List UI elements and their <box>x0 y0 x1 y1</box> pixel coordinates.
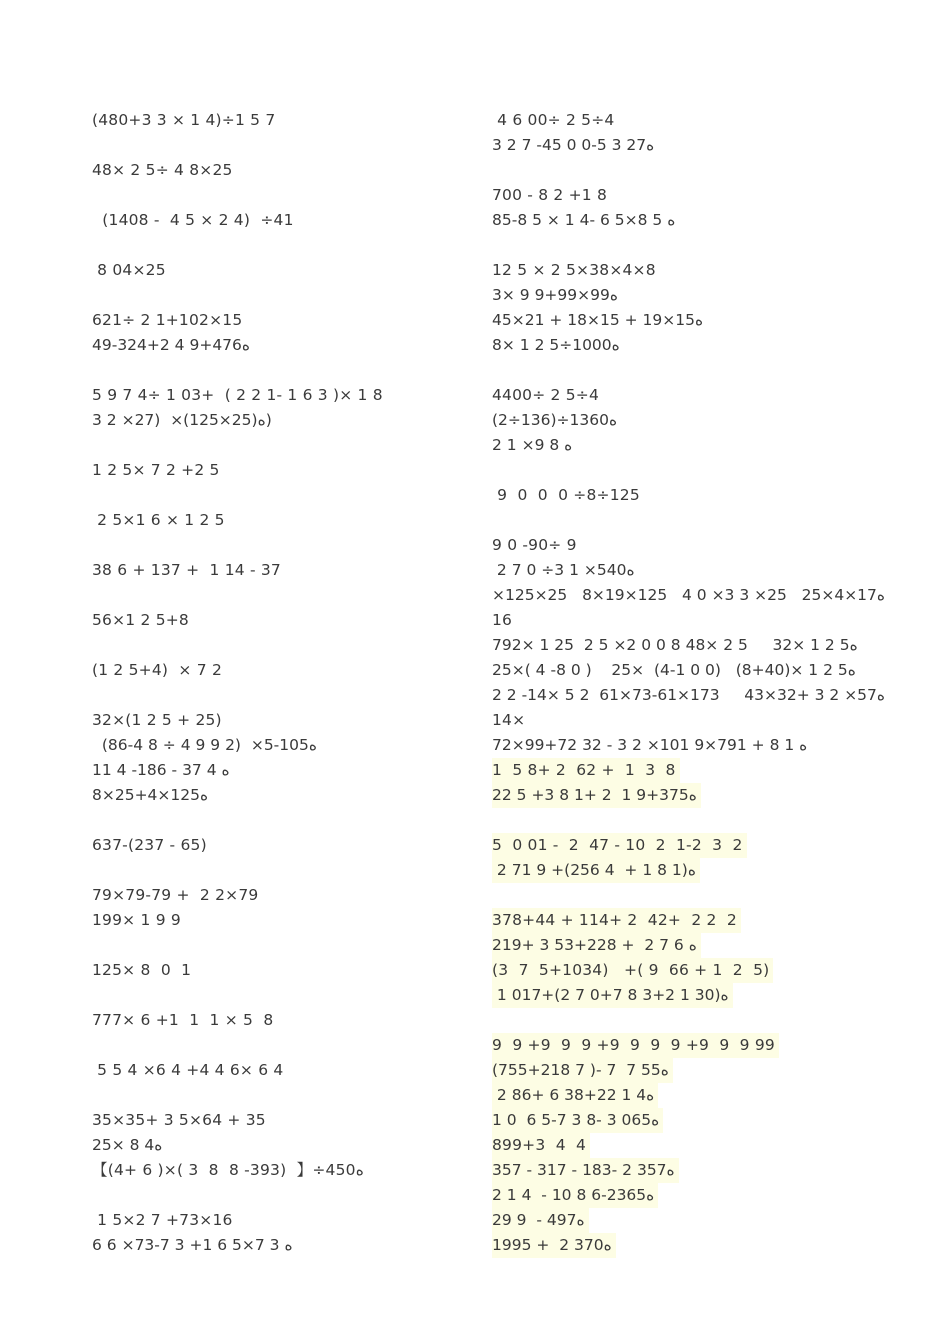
expression-text: 14× <box>492 711 526 729</box>
blank-line <box>92 133 472 158</box>
right-expression <box>492 958 912 983</box>
right-expression <box>492 833 912 858</box>
expression-text: 700 - 8 2 +1 8 <box>492 186 608 204</box>
expression-text: 2 1 ×9 8 ه <box>492 436 573 454</box>
right-expression <box>492 283 912 308</box>
expression-text: 1 5×2 7 +73×16 <box>92 1211 233 1229</box>
expression-text: (1408 - 4 5 × 2 4) ÷41 <box>92 211 294 229</box>
right-expression <box>492 858 912 883</box>
blank-line <box>492 508 912 533</box>
expression-text: 3 2 7 -45 0 0-5 3 27ه <box>492 136 655 154</box>
left-expression <box>92 208 472 233</box>
expression-text: 48× 2 5÷ 4 8×25 <box>92 161 233 179</box>
blank-line <box>92 283 472 308</box>
left-expression <box>92 558 472 583</box>
blank-line <box>92 933 472 958</box>
expression-text: 5 5 4 ×6 4 +4 4 6× 6 4 <box>92 1061 284 1079</box>
expression-text: 22 5 +3 8 1+ 2 1 9+375ه <box>492 783 701 808</box>
expression-text: 32×(1 2 5 + 25) <box>92 711 222 729</box>
right-expression <box>492 658 912 683</box>
left-expression <box>92 308 472 333</box>
right-expression <box>492 183 912 208</box>
right-expression <box>492 533 912 558</box>
blank-line <box>92 358 472 383</box>
blank-line <box>92 533 472 558</box>
expression-text: 5 9 7 4÷ 1 03+ ( 2 2 1- 1 6 3 )× 1 8 <box>92 386 383 404</box>
expression-text: 637-(237 - 65) <box>92 836 207 854</box>
right-expression <box>492 1033 912 1058</box>
expression-text: 2 86+ 6 38+22 1 4ه <box>492 1083 658 1108</box>
expression-text: 29 9 - 497ه <box>492 1208 589 1233</box>
blank-line <box>92 1033 472 1058</box>
right-expression <box>492 108 912 133</box>
expression-text: 219+ 3 53+228 + 2 7 6 ه <box>492 933 701 958</box>
expression-text: 621÷ 2 1+102×15 <box>92 311 243 329</box>
right-expression <box>492 1058 912 1083</box>
right-expression <box>492 733 912 758</box>
expression-text: 35×35+ 3 5×64 + 35 <box>92 1111 266 1129</box>
expression-text: (1 2 5+4) × 7 2 <box>92 661 223 679</box>
left-expression <box>92 908 472 933</box>
left-expression <box>92 1158 472 1183</box>
right-column <box>492 108 912 1258</box>
right-expression <box>492 933 912 958</box>
expression-text: 2 2 -14× 5 2 61×73-61×173 43×32+ 3 2 ×57ه <box>492 686 886 704</box>
expression-text: 38 6 + 137 + 1 14 - 37 <box>92 561 281 579</box>
right-expression <box>492 483 912 508</box>
expression-text: 79×79-79 + 2 2×79 <box>92 886 259 904</box>
right-expression <box>492 558 912 583</box>
left-expression <box>92 708 472 733</box>
right-expression <box>492 1083 912 1108</box>
blank-line <box>92 858 472 883</box>
left-expression <box>92 958 472 983</box>
left-expression <box>92 108 472 133</box>
left-expression <box>92 658 472 683</box>
blank-line <box>492 883 912 908</box>
left-expression <box>92 158 472 183</box>
right-expression <box>492 1233 912 1258</box>
expression-text: 6 6 ×73-7 3 +1 6 5×7 3 ه <box>92 1236 293 1254</box>
blank-line <box>92 1083 472 1108</box>
expression-text: 4400÷ 2 5÷4 <box>492 386 600 404</box>
blank-line <box>92 633 472 658</box>
right-expression <box>492 1108 912 1133</box>
expression-text: 16 <box>492 611 513 629</box>
expression-text: 5 0 01 - 2 47 - 10 2 1-2 3 2 <box>492 833 747 858</box>
expression-text: 45×21 + 18×15 + 19×15ه <box>492 311 704 329</box>
expression-text: 85-8 5 × 1 4- 6 5×8 5 ه <box>492 211 676 229</box>
right-expression <box>492 1158 912 1183</box>
blank-line <box>92 183 472 208</box>
left-expression <box>92 408 472 433</box>
expression-text: 899+3 4 4 <box>492 1133 590 1158</box>
expression-text: 72×99+72 32 - 3 2 ×101 9×791 + 8 1 ه <box>492 736 808 754</box>
expression-text: 12 5 × 2 5×38×4×8 <box>492 261 656 279</box>
expression-text: 49-324+2 4 9+476ه <box>92 336 251 354</box>
blank-line <box>92 583 472 608</box>
right-expression <box>492 133 912 158</box>
expression-text: 4 6 00÷ 2 5÷4 <box>492 111 615 129</box>
left-expression <box>92 1233 472 1258</box>
blank-line <box>492 458 912 483</box>
left-expression <box>92 1008 472 1033</box>
right-expression <box>492 583 912 608</box>
left-expression <box>92 608 472 633</box>
blank-line <box>92 233 472 258</box>
right-expression <box>492 1183 912 1208</box>
expression-text: 1 5 8+ 2 62 + 1 3 8 <box>492 758 680 783</box>
blank-line <box>92 483 472 508</box>
expression-text: 1995 + 2 370ه <box>492 1233 616 1258</box>
left-expression <box>92 258 472 283</box>
blank-line <box>492 808 912 833</box>
expression-text: 11 4 -186 - 37 4 ه <box>92 761 230 779</box>
right-expression <box>492 258 912 283</box>
expression-text: 【(4+ 6 )×( 3 8 8 -393) 】÷450ه <box>92 1161 364 1179</box>
blank-line <box>492 358 912 383</box>
right-expression <box>492 308 912 333</box>
expression-text: ×125×25 8×19×125 4 0 ×3 3 ×25 25×4×17ه <box>492 586 886 604</box>
blank-line <box>92 683 472 708</box>
right-expression <box>492 383 912 408</box>
left-expression <box>92 733 472 758</box>
blank-line <box>492 158 912 183</box>
left-expression <box>92 1208 472 1233</box>
blank-line <box>492 233 912 258</box>
right-expression <box>492 1208 912 1233</box>
left-expression <box>92 883 472 908</box>
expression-text: 3 2 ×27) ×(125×25)ه) <box>92 411 272 429</box>
left-expression <box>92 833 472 858</box>
right-expression <box>492 758 912 783</box>
expression-text: 25×( 4 -8 0 ) 25× (4-1 0 0) (8+40)× 1 2 5ه <box>492 661 856 679</box>
left-expression <box>92 1108 472 1133</box>
expression-text: 378+44 + 114+ 2 42+ 2 2 2 <box>492 908 741 933</box>
left-expression <box>92 1058 472 1083</box>
expression-text: 2 1 4 - 10 8 6-2365ه <box>492 1183 658 1208</box>
right-expression <box>492 983 912 1008</box>
blank-line <box>492 1008 912 1033</box>
right-expression <box>492 908 912 933</box>
left-column <box>92 108 472 1258</box>
right-expression <box>492 783 912 808</box>
left-expression <box>92 383 472 408</box>
left-expression <box>92 458 472 483</box>
expression-text: 357 - 317 - 183- 2 357ه <box>492 1158 679 1183</box>
right-expression <box>492 433 912 458</box>
left-expression <box>92 333 472 358</box>
expression-text: (3 7 5+1034) +( 9 66 + 1 2 5) <box>492 958 773 983</box>
expression-text: 2 7 0 ÷3 1 ×540ه <box>492 561 635 579</box>
expression-text: 792× 1 25 2 5 ×2 0 0 8 48× 2 5 32× 1 2 5ه <box>492 636 858 654</box>
expression-text: 777× 6 +1 1 1 × 5 8 <box>92 1011 274 1029</box>
expression-text: 1 2 5× 7 2 +2 5 <box>92 461 220 479</box>
expression-text: 9 9 +9 9 9 +9 9 9 9 +9 9 9 99 <box>492 1033 779 1058</box>
expression-text: 8× 1 2 5÷1000ه <box>492 336 620 354</box>
right-expression <box>492 208 912 233</box>
right-expression <box>492 1133 912 1158</box>
expression-text: 9 0 -90÷ 9 <box>492 536 577 554</box>
left-expression <box>92 758 472 783</box>
expression-text: 8 04×25 <box>92 261 166 279</box>
expression-text: 8×25+4×125ه <box>92 786 209 804</box>
expression-text: 9 0 0 0 ÷8÷125 <box>492 486 640 504</box>
right-expression <box>492 608 912 633</box>
expression-text: 2 71 9 +(256 4 + 1 8 1)ه <box>492 858 700 883</box>
expression-text: 1 017+(2 7 0+7 8 3+2 1 30)ه <box>492 983 733 1008</box>
expression-text: 25× 8 4ه <box>92 1136 163 1154</box>
blank-line <box>92 808 472 833</box>
expression-text: (2÷136)÷1360ه <box>492 411 618 429</box>
blank-line <box>92 1183 472 1208</box>
left-expression <box>92 508 472 533</box>
expression-text: (480+3 3 × 1 4)÷1 5 7 <box>92 111 276 129</box>
expression-text: (86-4 8 ÷ 4 9 9 2) ×5-105ه <box>92 736 317 754</box>
left-expression <box>92 783 472 808</box>
right-expression <box>492 633 912 658</box>
expression-text: 3× 9 9+99×99ه <box>492 286 618 304</box>
expression-text: 2 5×1 6 × 1 2 5 <box>92 511 225 529</box>
left-expression <box>92 1133 472 1158</box>
expression-text: 199× 1 9 9 <box>92 911 181 929</box>
expression-text: 1 0 6 5-7 3 8- 3 065ه <box>492 1108 663 1133</box>
right-expression <box>492 333 912 358</box>
expression-text: 56×1 2 5+8 <box>92 611 189 629</box>
expression-text: 125× 8 0 1 <box>92 961 192 979</box>
right-expression <box>492 708 912 733</box>
right-expression <box>492 683 912 708</box>
blank-line <box>92 983 472 1008</box>
expression-text: (755+218 7 )- 7 7 55ه <box>492 1058 673 1083</box>
blank-line <box>92 433 472 458</box>
right-expression <box>492 408 912 433</box>
